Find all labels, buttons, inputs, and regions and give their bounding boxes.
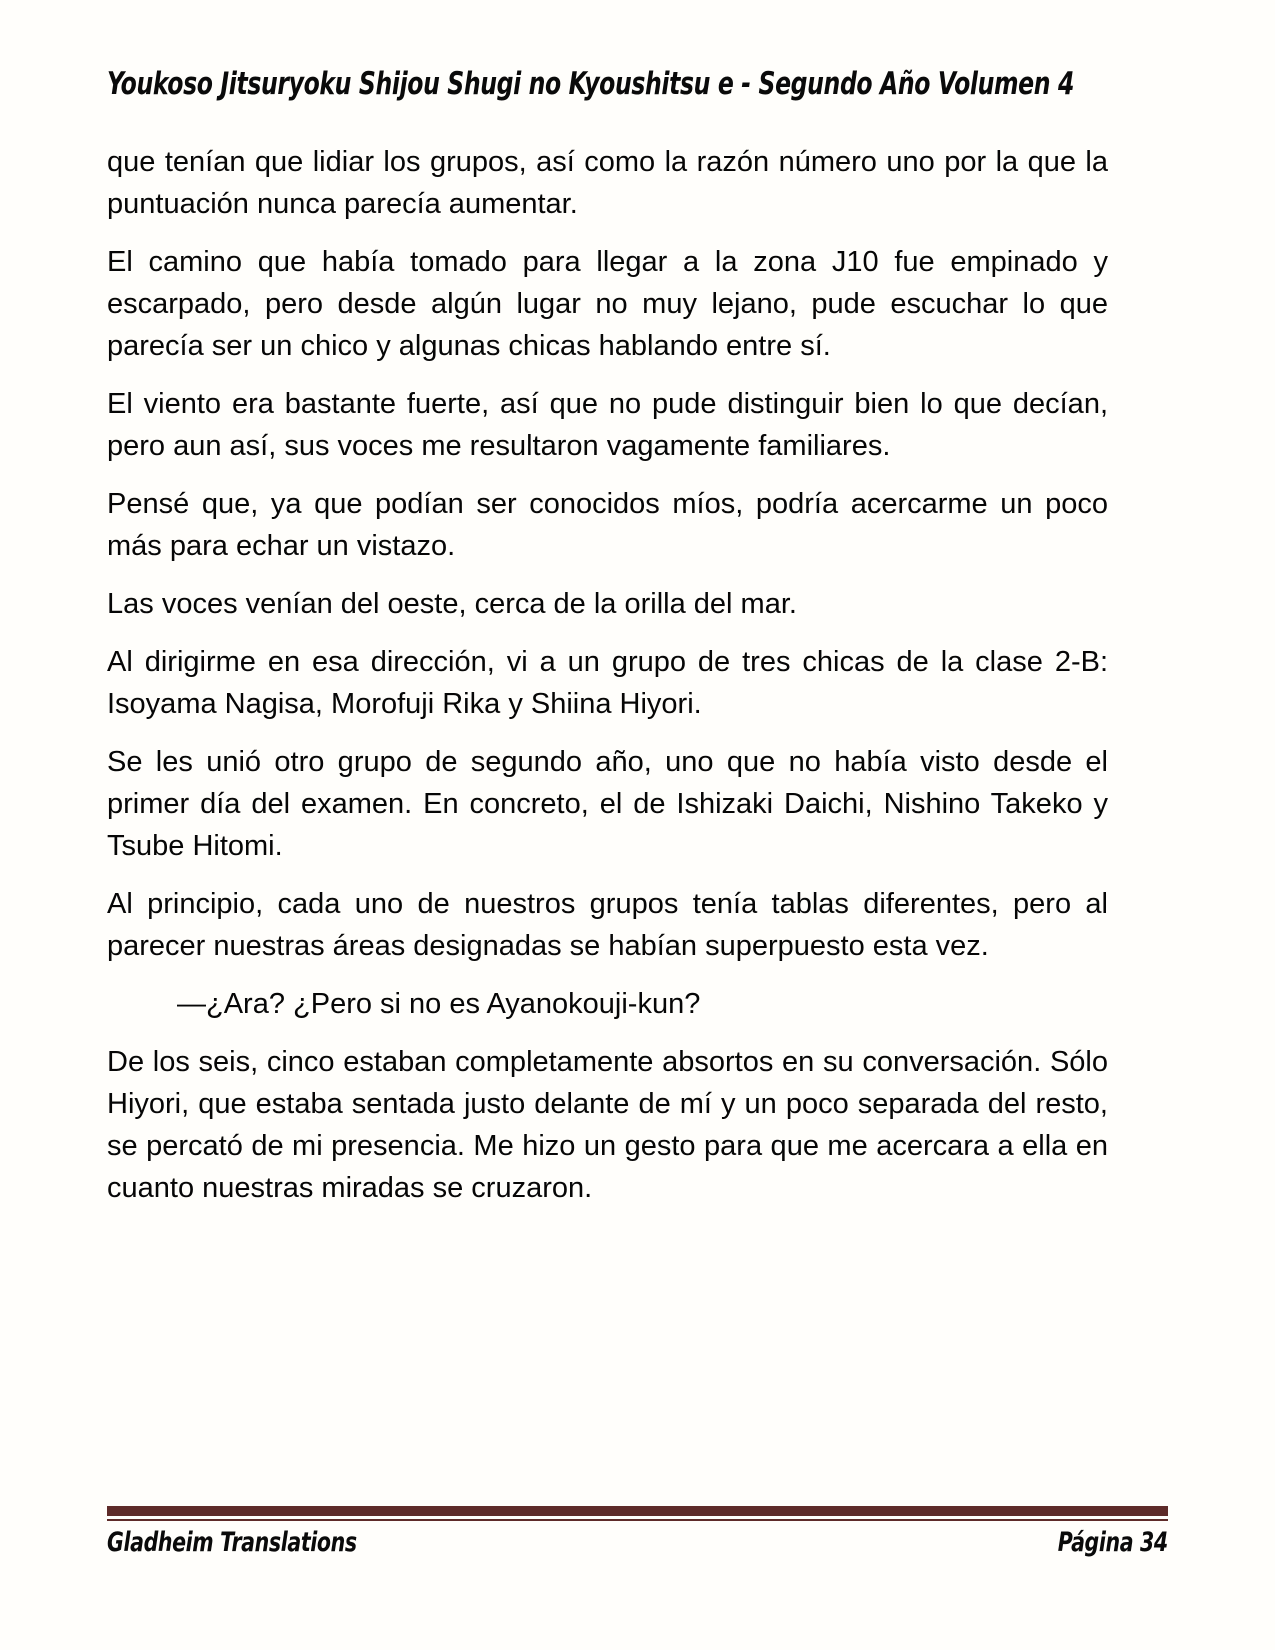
paragraph: Las voces venían del oeste, cerca de la orilla del mar. <box>107 588 797 620</box>
footer-page-number <box>1023 1527 1168 1558</box>
paragraph: Al dirigirme en esa dirección, vi a un grupo de tres chicas de la clase 2-B: Isoyama Nagisa, Morofuji Rika y Shiina Hiyori. <box>107 646 1108 720</box>
paragraph: El camino que había tomado para llegar a la zona J10 fue empinado y escarpado, pero desde algún lugar no muy lejano, pude escuchar lo que parecía ser un chico y algunas chicas hablando entre sí. <box>107 246 1108 362</box>
footer-translator-credit <box>107 1527 436 1558</box>
footer-rule-thin <box>107 1519 1168 1521</box>
page-header <box>107 66 1168 102</box>
document-body <box>107 141 1108 1225</box>
paragraph: Al principio, cada uno de nuestros grupos tenía tablas diferentes, pero al parecer nuestras áreas designadas se habían superpuesto esta vez. <box>107 888 1108 962</box>
document-title: Youkoso Jitsuryoku Shijou Shugi no Kyoushitsu e - Segundo Año Volumen 4 <box>107 66 1074 102</box>
page-number-label: Página 34 <box>1057 1527 1168 1558</box>
translator-name: Gladheim Translations <box>107 1527 357 1558</box>
paragraph: De los seis, cinco estaban completamente absortos en su conversación. Sólo Hiyori, que estaba sentada justo delante de mí y un poco separada del resto, se percató de mi presencia. Me hizo un gesto para que me acercara a ella en cuanto nuestras miradas se cruzaron. <box>107 1046 1108 1204</box>
paragraph: Pensé que, ya que podían ser conocidos míos, podría acercarme un poco más para echar un vistazo. <box>107 488 1108 562</box>
paragraph: que tenían que lidiar los grupos, así como la razón número uno por la que la puntuación nunca parecía aumentar. <box>107 146 1108 220</box>
paragraph: Se les unió otro grupo de segundo año, uno que no había visto desde el primer día del examen. En concreto, el de Ishizaki Daichi, Nishino Takeko y Tsube Hitomi. <box>107 746 1108 862</box>
paragraph: El viento era bastante fuerte, así que no pude distinguir bien lo que decían, pero aun así, sus voces me resultaron vagamente familiares. <box>107 388 1108 462</box>
dialogue-paragraph: —¿Ara? ¿Pero si no es Ayanokouji-kun? <box>177 988 701 1020</box>
footer-rule-thick <box>107 1506 1168 1516</box>
